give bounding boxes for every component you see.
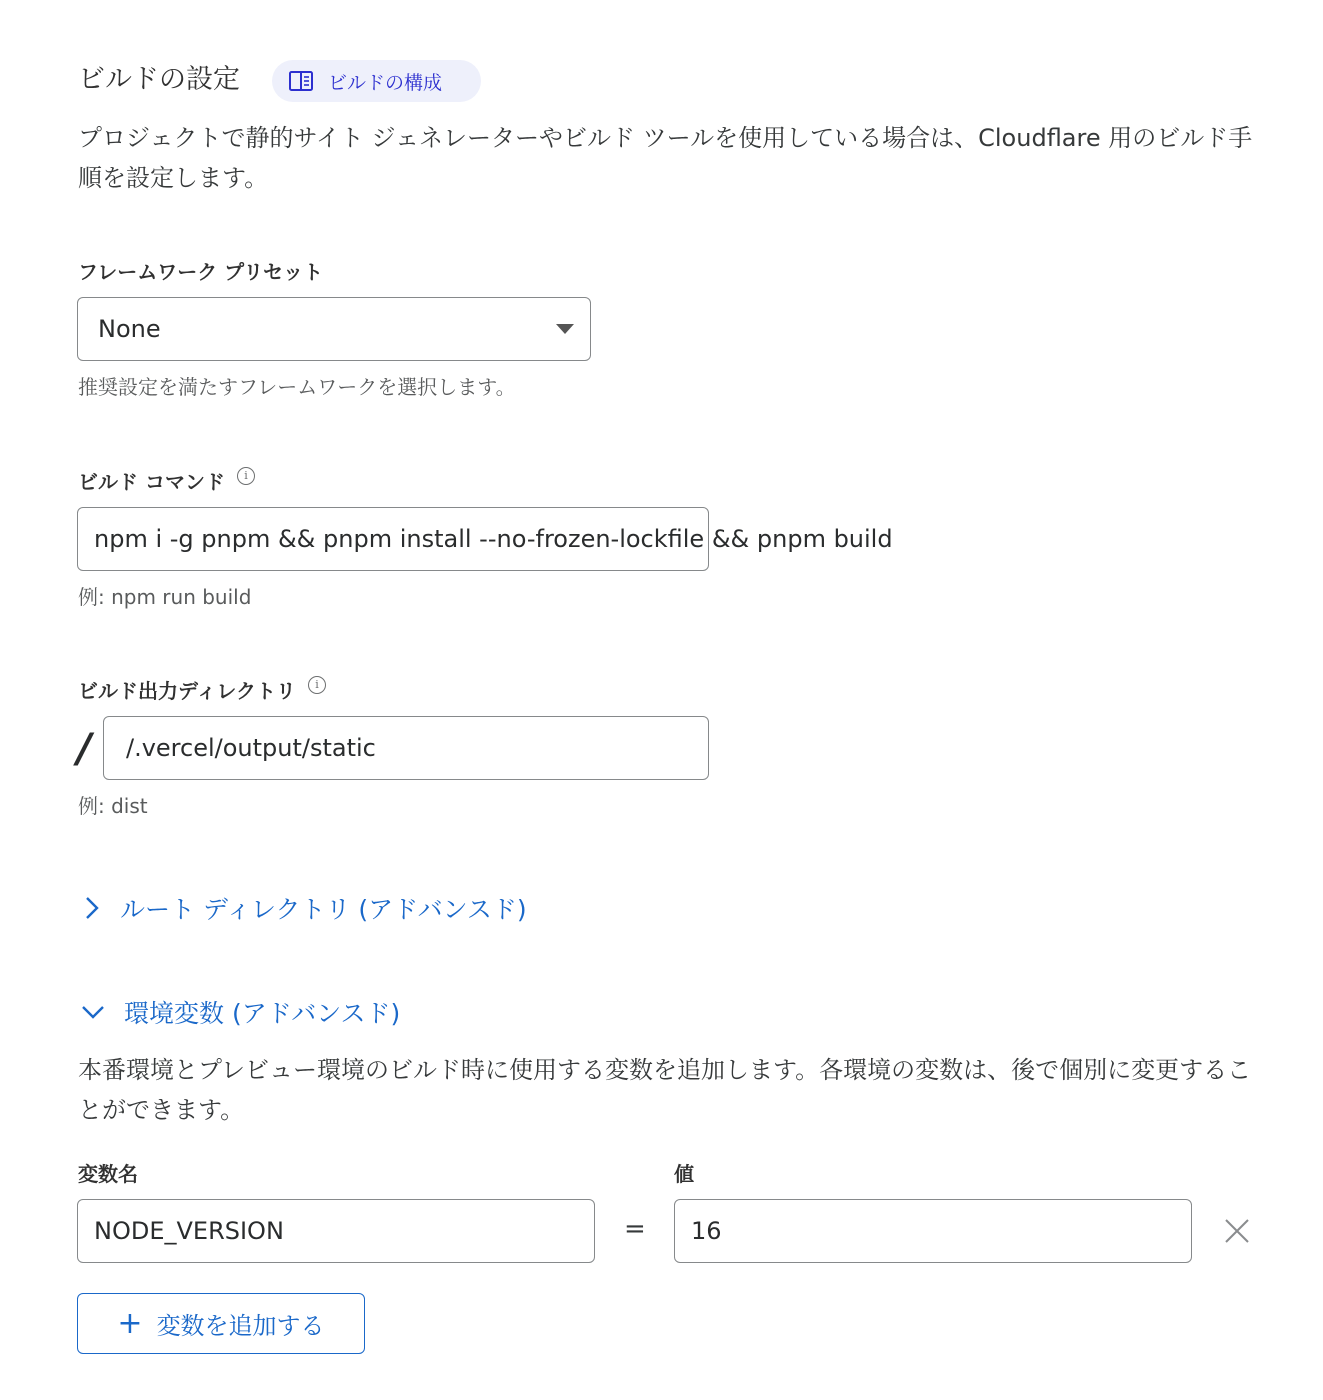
var-name-input[interactable] bbox=[77, 1199, 595, 1263]
build-config-doc-link[interactable] bbox=[272, 60, 481, 102]
var-name-header: 変数名 bbox=[78, 1162, 138, 1186]
chevron-right-icon bbox=[82, 895, 102, 921]
framework-help: 推奨設定を満たすフレームワークを選択します。 bbox=[78, 375, 516, 399]
output-dir-prefix: / bbox=[77, 726, 92, 772]
env-vars-expander[interactable] bbox=[80, 994, 400, 1030]
plus-icon: + bbox=[117, 1305, 143, 1341]
output-dir-label-row bbox=[78, 677, 326, 705]
section-title: ビルドの設定 bbox=[78, 64, 240, 95]
build-command-input[interactable] bbox=[77, 507, 893, 571]
var-value-input[interactable] bbox=[674, 1199, 1192, 1263]
output-dir-label: ビルド出力ディレクトリ bbox=[78, 679, 296, 703]
output-dir-input[interactable] bbox=[103, 716, 709, 780]
var-value-value: 16 bbox=[691, 1217, 722, 1245]
add-variable-label: 変数を追加する bbox=[156, 1312, 325, 1340]
build-command-label-row bbox=[78, 468, 255, 496]
build-command-help: 例: npm run build bbox=[78, 585, 252, 609]
output-dir-value: /.vercel/output/static bbox=[126, 734, 376, 762]
root-dir-label: ルート ディレクトリ (アドバンスド) bbox=[120, 895, 527, 924]
info-icon[interactable]: i bbox=[237, 467, 255, 485]
output-dir-help: 例: dist bbox=[78, 794, 148, 818]
framework-select[interactable] bbox=[77, 297, 591, 361]
info-icon[interactable]: i bbox=[308, 676, 326, 694]
intro-text: プロジェクトで静的サイト ジェネレーターやビルド ツールを使用している場合は、Cloudflare 用のビルド手順を設定します。 bbox=[78, 124, 1253, 192]
build-command-value: npm i -g pnpm && pnpm install --no-frozen-lockfile && pnpm build bbox=[94, 525, 893, 553]
var-value-header: 値 bbox=[674, 1162, 694, 1186]
book-icon bbox=[288, 70, 314, 92]
var-name-value: NODE_VERSION bbox=[94, 1217, 284, 1245]
framework-selected-value: None bbox=[98, 315, 161, 343]
chevron-down-icon bbox=[556, 324, 574, 334]
root-dir-expander[interactable] bbox=[82, 890, 527, 926]
chevron-down-icon bbox=[80, 1002, 106, 1022]
env-vars-description: 本番環境とプレビュー環境のビルド時に使用する変数を追加します。各環境の変数は、後で個別に変更することができます。 bbox=[78, 1056, 1252, 1124]
add-variable-button[interactable] bbox=[77, 1293, 365, 1354]
build-command-label: ビルド コマンド bbox=[78, 470, 225, 494]
doc-link-label: ビルドの構成 bbox=[328, 71, 443, 94]
env-vars-label: 環境変数 (アドバンスド) bbox=[124, 999, 401, 1028]
equals-sign: = bbox=[624, 1214, 646, 1244]
framework-label: フレームワーク プリセット bbox=[78, 260, 324, 284]
close-icon[interactable] bbox=[1222, 1216, 1252, 1246]
